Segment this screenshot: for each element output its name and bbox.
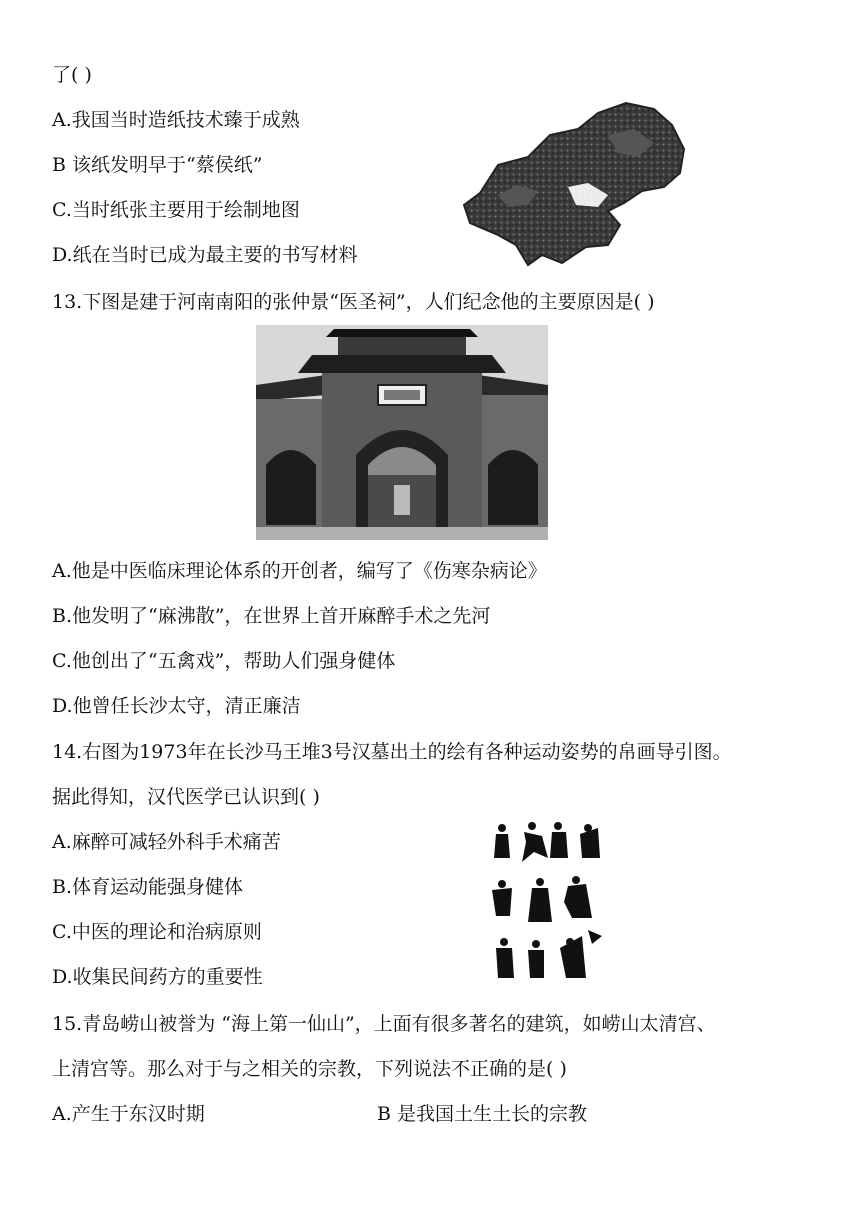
daoyin-figures-image — [488, 818, 610, 988]
q13-option-b: B.他发明了“麻沸散”，在世界上首开麻醉手术之先河 — [52, 605, 491, 627]
q13-stem: 13.下图是建于河南南阳的张仲景“医圣祠”，人们纪念他的主要原因是( ) — [52, 291, 655, 313]
q13-option-d: D.他曾任长沙太守，清正廉洁 — [52, 695, 301, 717]
q14-stem-line1: 14.右图为1973年在长沙马王堆3号汉墓出土的绘有各种运动姿势的帛画导引图。 — [52, 741, 732, 763]
q13-option-a: A.他是中医临床理论体系的开创者，编写了《伤寒杂病论》 — [52, 560, 547, 582]
q15-option-a: A.产生于东汉时期 — [52, 1103, 205, 1125]
q14-option-a: A.麻醉可减轻外科手术痛苦 — [52, 831, 281, 853]
paper-map-fragment-image — [458, 95, 690, 271]
q12-stem-end: 了( ) — [52, 64, 92, 86]
q14-option-b: B.体育运动能强身健体 — [52, 876, 244, 898]
q12-option-d: D.纸在当时已成为最主要的书写材料 — [52, 244, 358, 266]
q15-option-b: B 是我国土生土长的宗教 — [377, 1103, 588, 1125]
q12-option-b: B 该纸发明早于“蔡侯纸” — [52, 154, 263, 176]
q12-option-a: A.我国当时造纸技术臻于成熟 — [52, 109, 300, 131]
q14-option-c: C.中医的理论和治病原则 — [52, 921, 262, 943]
q13-option-c: C.他创出了“五禽戏”，帮助人们强身健体 — [52, 650, 396, 672]
q15-stem-line2: 上清宫等。那么对于与之相关的宗教，下列说法不正确的是( ) — [52, 1058, 567, 1080]
q14-stem-line2: 据此得知，汉代医学已认识到( ) — [52, 786, 320, 808]
q15-stem-line1: 15.青岛崂山被誉为 “海上第一仙山”，上面有很多著名的建筑，如崂山太清宫、 — [52, 1013, 716, 1035]
q14-option-d: D.收集民间药方的重要性 — [52, 966, 263, 988]
yisheng-temple-gate-image — [256, 325, 548, 540]
q12-option-c: C.当时纸张主要用于绘制地图 — [52, 199, 300, 221]
